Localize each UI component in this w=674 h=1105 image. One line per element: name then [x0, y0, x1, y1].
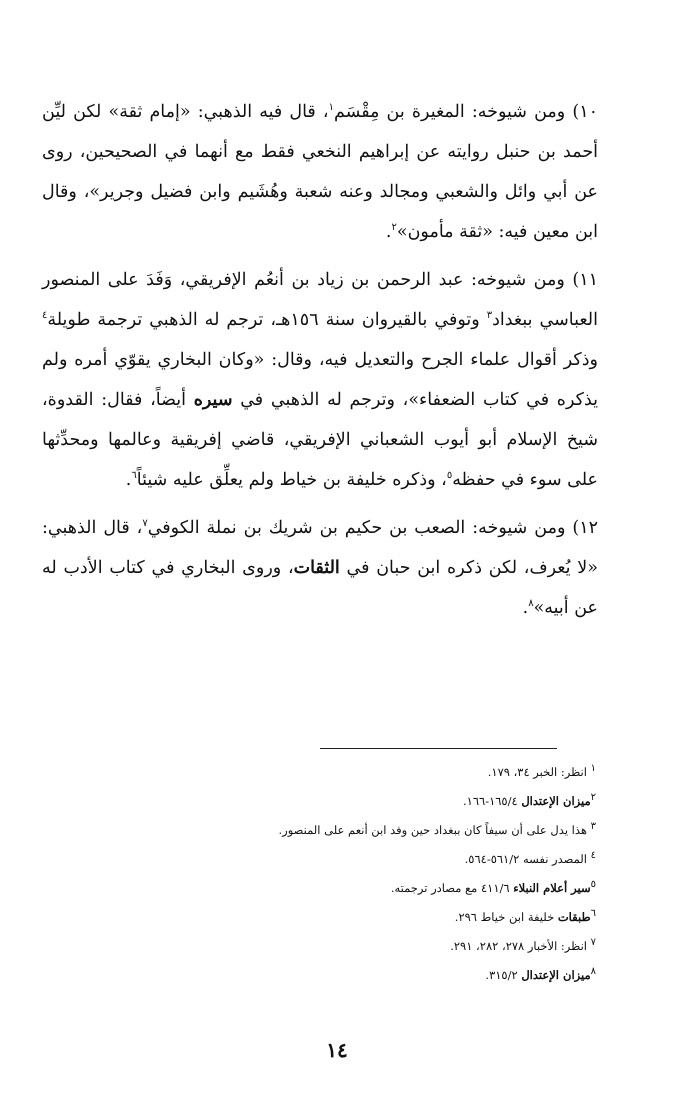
- para-text: وتوفي بالقيروان سنة ١٥٦هـ، ترجم له الذهبي ترجمة طويلة: [47, 310, 487, 330]
- para-text: .: [125, 470, 132, 490]
- footnote-ref[interactable]: ٥: [446, 470, 453, 482]
- footnote-ref[interactable]: ٣: [486, 310, 493, 322]
- footnote-source: سير أعلام النبلاء: [513, 881, 591, 895]
- footnote-divider: [320, 748, 557, 749]
- footnote-ref[interactable]: ٢: [391, 222, 397, 234]
- paragraph-11: [42, 260, 598, 500]
- paragraph-12: [42, 508, 598, 628]
- para-text: ، وروى البخاري في كتاب الأدب له عن أبيه»: [42, 558, 598, 618]
- footnote-source: ميزان الإعتدال: [521, 794, 591, 808]
- para-text: .: [522, 598, 529, 618]
- footnote-number: ٨: [590, 966, 596, 978]
- footnote-ref[interactable]: ٧: [142, 518, 148, 530]
- footnote-number: ٢: [590, 792, 596, 804]
- book-title: الثقات: [293, 558, 340, 578]
- footnote-item: [150, 874, 596, 903]
- book-title: سيره: [193, 390, 233, 410]
- footnote-text: ٣١٥/٢.: [485, 968, 522, 982]
- para-text: ١٢) ومن شيوخه: الصعب بن حكيم بن شريك بن نملة الكوفي: [147, 518, 599, 538]
- footnote-item: [150, 961, 596, 990]
- footnote-text: خليفة ابن خياط ٢٩٦.: [454, 910, 558, 924]
- footnote-number: ٣: [590, 821, 596, 833]
- paragraph-10: [42, 92, 598, 252]
- footnote-item: [150, 845, 596, 874]
- para-text: ١١) ومن شيوخه: عبد الرحمن بن زياد بن أنعُم الإفريقي، وَفَدَ على المنصور العباسي ببغداد: [42, 270, 599, 330]
- para-text: ، قال الذهبي: «لا يُعرف، لكن ذكره ابن حبان في: [42, 518, 598, 578]
- footnote-text: انظر: الخبر ٣٤، ١٧٩.: [487, 765, 591, 779]
- footnote-text: هذا يدل على أن سيفاً كان ببغداد حين وفد ابن أنعم على المنصور.: [278, 823, 591, 837]
- para-text: أيضاً، فقال: القدوة، شيخ الإسلام أبو أيوب الشعباني الإفريقي، قاضي إفريقية وعالمها ومحدِّثها على سوء في حفظه: [42, 390, 598, 490]
- footnote-number: ٦: [590, 908, 596, 920]
- para-text: .: [385, 222, 392, 242]
- footnote-source: طبقات: [557, 910, 591, 924]
- footnote-number: ١: [590, 763, 596, 775]
- footnote-number: ٧: [590, 937, 596, 949]
- footnote-item: [150, 932, 596, 961]
- footnote-text: انظر: الأخبار ٢٧٨، ٢٨٢، ٢٩١.: [450, 939, 591, 953]
- footnote-ref[interactable]: ٦: [131, 470, 137, 482]
- footnote-ref[interactable]: ٤: [42, 310, 48, 322]
- footnote-number: ٥: [590, 879, 596, 891]
- para-text: ، قال فيه الذهبي: «إمام ثقة» لكن ليِّن أحمد بن حنبل روايته عن إبراهيم النخعي فقط مع أنهما في الصحيحين، روى عن أبي وائل والشعبي ومجالد وعنه شعبة وهُشَيم وابن فضيل وجرير»، وقال ابن معين فيه: «ثقة مأمون»: [42, 102, 598, 242]
- footnote-source: ميزان الإعتدال: [521, 968, 591, 982]
- para-text: وذكر أقوال علماء الجرح والتعديل فيه، وقال: «وكان البخاري يقوّي أمره ولم يذكره في كتاب الضعفاء»، وترجم له الذهبي في: [42, 350, 598, 410]
- footnote-text: ٤١١/٦ مع مصادر ترجمته.: [390, 881, 514, 895]
- page-number: ١٤: [326, 1038, 348, 1062]
- footnotes: [150, 758, 596, 990]
- footnote-text: ١٦٥/٤-١٦٦.: [463, 794, 522, 808]
- footnote-item: [150, 903, 596, 932]
- footnote-ref[interactable]: ٨: [528, 598, 534, 610]
- footnote-number: ٤: [590, 850, 596, 862]
- footnote-item: [150, 787, 596, 816]
- para-text: ، وذكره خليفة بن خياط ولم يعلِّق عليه شيئاً: [136, 470, 447, 490]
- footnote-text: المصدر نفسه ٥٦١/٢-٥٦٤.: [464, 852, 591, 866]
- footnote-item: [150, 758, 596, 787]
- footnote-item: [150, 816, 596, 845]
- para-text: ١٠) ومن شيوخه: المغيرة بن مِقْسَم: [333, 102, 598, 122]
- main-text: [42, 92, 598, 636]
- footnote-ref[interactable]: ١: [328, 102, 334, 114]
